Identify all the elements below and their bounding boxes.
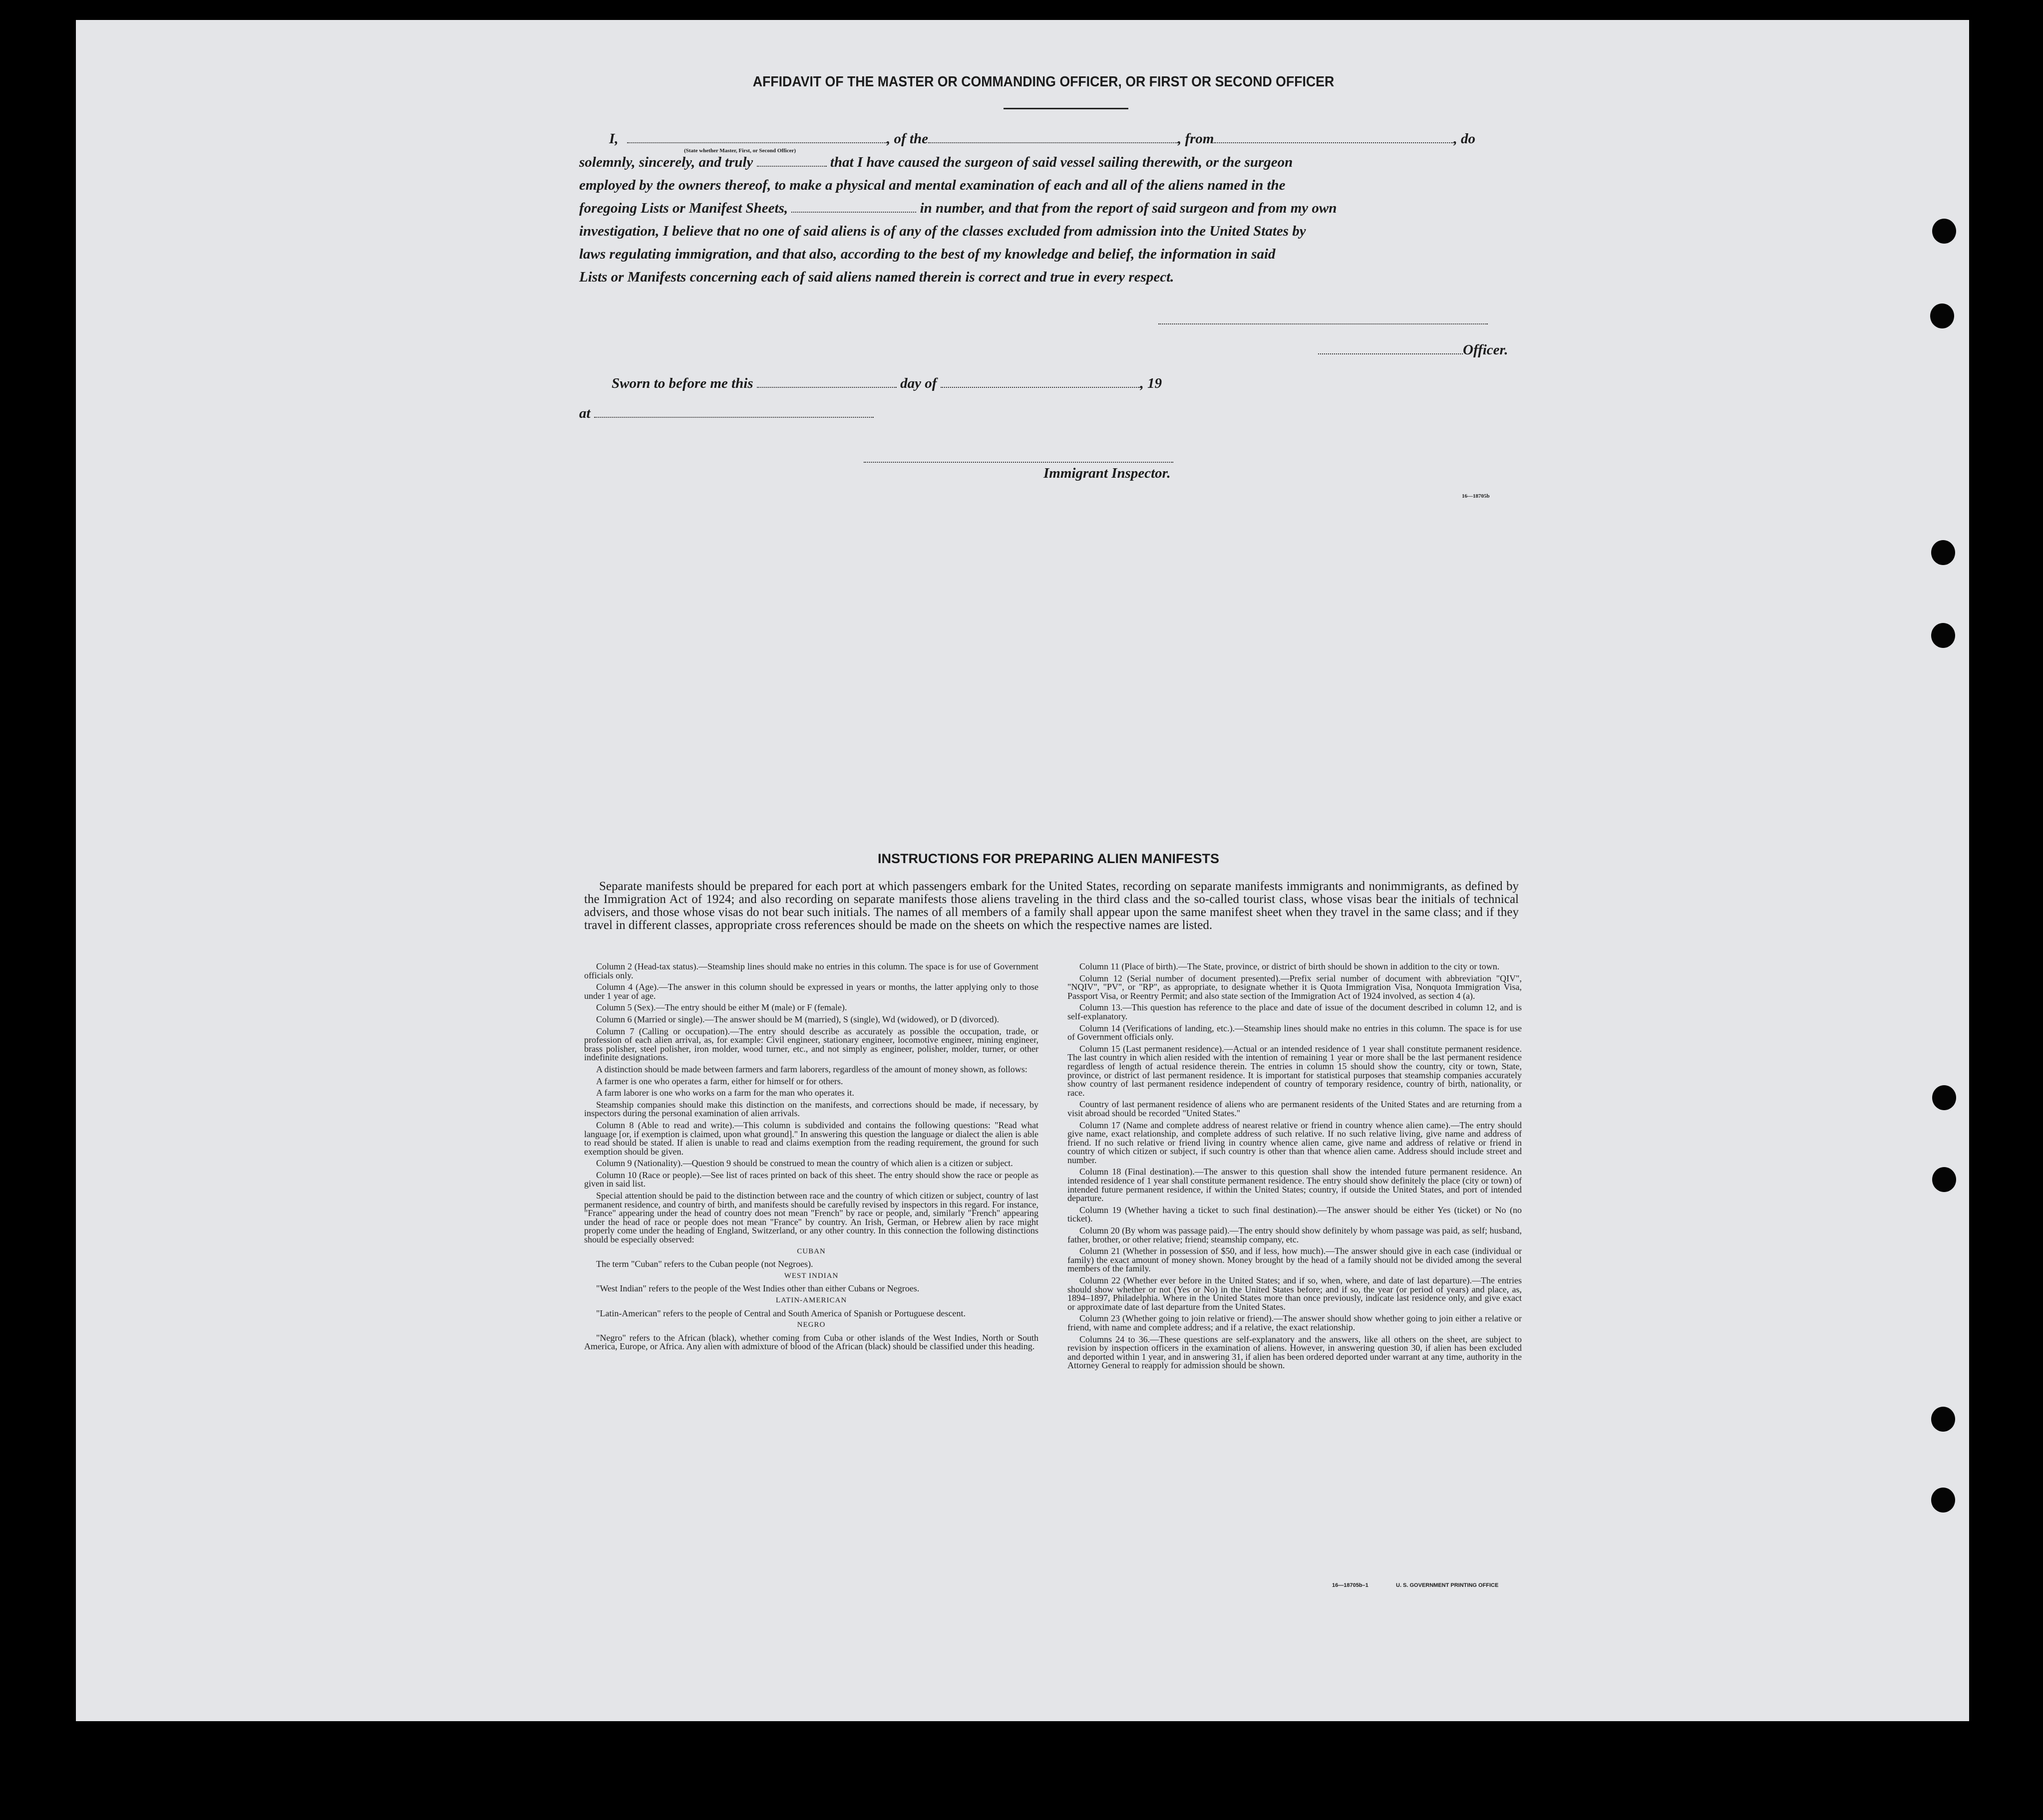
form-number: 16—18705b [1462, 493, 1490, 499]
inspector-label: Immigrant Inspector. [1043, 465, 1171, 481]
instructions-left-column [584, 962, 1038, 1354]
officer-title-field[interactable] [1318, 341, 1463, 354]
section-heading: WEST INDIAN [784, 1271, 839, 1280]
instruction-paragraph: "West Indian" refers to the people of the West Indies other than either Cubans or Negroes. [596, 1283, 920, 1294]
instruction-paragraph: Column 5 (Sex).—The entry should be either M (male) or F (female). [596, 1002, 847, 1013]
instruction-paragraph: Column 14 (Verifications of landing, etc.).—Steamship lines should make no entries in this column. The space is for use of Government officials only. [1067, 1023, 1522, 1042]
sworn-day-field[interactable] [757, 375, 897, 388]
affidavit-line-2: solemnly, sincerely, and truly that I have caused the surgeon of said vessel sailing therewith, or the surgeon [579, 154, 1293, 170]
instruction-paragraph: Column 11 (Place of birth).—The State, province, or district of birth should be shown in addition to the city or town. [1079, 961, 1500, 971]
binder-hole [1931, 623, 1955, 648]
affidavit-line-1: I, , of the , from , do [609, 131, 1475, 147]
instruction-paragraph: Column 21 (Whether in possession of $50, and if less, how much).—The answer should give in each case (individual or family) the exact amount of money shown. Money brought by the head of a family should not be divided among the several members of the family. [1067, 1246, 1522, 1274]
port-from-field[interactable] [1214, 130, 1453, 143]
instruction-paragraph: A farm laborer is one who works on a farm for the man who operates it. [596, 1088, 854, 1098]
at-line: at [579, 402, 1518, 425]
instruction-paragraph: Column 18 (Final destination).—The answer to this question shall show the intended future permanent residence. An intended residence of 1 year shall constitute permanent residence. The entry should show definitely the place (city or town) of intended future permanent residence, if within the United States; country, if outside the United States, and port of intended departure. [1067, 1167, 1522, 1204]
instruction-paragraph: Column 22 (Whether ever before in the United States; and if so, when, where, and date of last departure).—The entries should show whether or not (Yes or No) in the United States before; and if so, the year (or period of years) and place, as, 1894–1897, Philadelphia. Where in the United States more than once previously, indicate last residence only, and give exact or approximate date of last departure from the United States. [1067, 1275, 1522, 1312]
instruction-paragraph: Column 13.—This question has reference to the place and date of issue of the document described in column 12, and is self-explanatory. [1067, 1002, 1522, 1021]
binder-hole [1932, 1167, 1956, 1192]
footer-form-number: 16—18705b–1 [1332, 1582, 1368, 1588]
binder-hole [1930, 303, 1954, 328]
signature-line[interactable] [1158, 323, 1488, 324]
instruction-paragraph: Special attention should be paid to the distinction between race and the country of which citizen or subject, country of last permanent residence, and country of birth, and manifests should be carefully revised by inspectors in this regard. For instance, "France" appearing under the head of country does not mean "French" by race or people, and, similarly "French" appearing under the head of race or people does not mean "France" by country. An Irish, German, or Hebrew alien by race might properly come under the heading of England, Switzerland, or any other country. In this connection the following distinctions should be especially observed: [584, 1191, 1038, 1245]
vessel-name-field[interactable] [928, 130, 1178, 143]
affidavit-line-6: laws regulating immigration, and that also, according to the best of my knowledge and belief, the information in said [579, 246, 1276, 262]
instruction-paragraph: Column 6 (Married or single).—The answer should be M (married), S (single), Wd (widowed), or D (divorced). [596, 1014, 999, 1024]
instruction-paragraph: Columns 24 to 36.—These questions are self-explanatory and the answers, like all others on the sheet, are subject to revision by inspection officers in the examination of aliens. However, in answering question 30, if alien has been excluded and deported within 1 year, and in answering 31, if alien has been ordered deported under warrant at any time, authority in the Attorney General to reapply for admission should be shown. [1067, 1334, 1522, 1371]
sworn-line: Sworn to before me this day of , 19 [612, 375, 1162, 391]
oath-field[interactable] [757, 154, 827, 167]
sworn-month-field[interactable] [941, 375, 1140, 388]
instructions-right-column [1067, 962, 1522, 1373]
officer-signature-row: Officer. [1318, 338, 1518, 361]
instruction-paragraph: "Negro" refers to the African (black), whether coming from Cuba or other islands of the West Indies, North or South America, Europe, or Africa. Any alien with admixture of blood of the African (black) should be classified under this heading. [584, 1332, 1038, 1352]
affidavit-line-5: investigation, I believe that no one of said aliens is of any of the classes excluded from admission into the United States by [579, 223, 1306, 239]
sworn-place-field[interactable] [594, 405, 874, 418]
section-heading: LATIN-AMERICAN [775, 1296, 847, 1304]
instructions-intro: Separate manifests should be prepared for each port at which passengers embark for the United States, recording on separate manifests immigrants and nonimmigrants, as defined by the Immigration Act of 1924; and also recording on separate manifests those aliens traveling in the third class and the so-called tourist class, whose visas bear the initials of technical advisers, and those whose visas do not bear such initials. The names of all members of a family shall appear upon the same manifest sheet when they travel in the same class; and if they travel in different classes, appropriate cross references should be made on the sheets on which the respective names are listed. [584, 880, 1519, 932]
instruction-paragraph: Column 17 (Name and complete address of nearest relative or friend in country whence alien came).—The entry should give name, exact relationship, and complete address of such relative. If no such relative living, give name and address of friend. If no such relative or friend living in country whence alien came, give name and address of relative or friend in country of which citizen or subject, if such country is other than that whence alien came. Address should include street and number. [1067, 1120, 1522, 1165]
section-heading: NEGRO [797, 1321, 826, 1329]
instruction-paragraph: Column 9 (Nationality).—Question 9 should be construed to mean the country of which alien is a citizen or subject. [596, 1158, 1013, 1169]
instruction-paragraph: A farmer is one who operates a farm, either for himself or for others. [596, 1076, 843, 1086]
affidavit-line-7: Lists or Manifests concerning each of said aliens named therein is correct and true in every respect. [579, 269, 1174, 285]
title-rule [1004, 108, 1128, 109]
instruction-paragraph: Column 19 (Whether having a ticket to such final destination).—The answer should be either Yes (ticket) or No (no ticket). [1067, 1205, 1522, 1224]
instruction-paragraph: The term "Cuban" refers to the Cuban people (not Negroes). [596, 1259, 813, 1269]
affidavit-title: AFFIDAVIT OF THE MASTER OR COMMANDING OFFICER, OR FIRST OR SECOND OFFICER [752, 74, 1335, 90]
instruction-paragraph: Column 8 (Able to read and write).—This column is subdivided and contains the following questions: "Read what language [or, if exemption is claimed, upon what ground]." In answering this question the language or dialect the alien is able to read should be stated. If alien is unable to read and claims exemption from the reading requirement, the ground for such exemption should be given. [584, 1120, 1038, 1157]
binder-hole [1931, 540, 1955, 565]
instruction-paragraph: A distinction should be made between farmers and farm laborers, regardless of the amount of money shown, as follows: [596, 1064, 1027, 1074]
affidavit-line-4: foregoing Lists or Manifest Sheets, in number, and that from the report of said surgeon and from my own [579, 200, 1337, 216]
instruction-paragraph: Column 2 (Head-tax status).—Steamship lines should make no entries in this column. The space is for use of Government officials only. [584, 961, 1038, 980]
section-heading: CUBAN [797, 1247, 826, 1255]
binder-hole [1931, 1407, 1955, 1432]
instruction-paragraph: Column 7 (Calling or occupation).—The entry should describe as accurately as possible the occupation, trade, or profession of each alien arrival, as, for example: Civil engineer, stationary engineer, locomotive engineer, mining engineer, brass polisher, steel polisher, iron molder, wood turner, etc., and not simply as engineer, polisher, molder, turner, or other indefinite designations. [584, 1026, 1038, 1063]
instruction-paragraph: Column 4 (Age).—The answer in this column should be expressed in years or months, the latter applying only to those under 1 year of age. [584, 982, 1038, 1001]
instruction-paragraph: Column 23 (Whether going to join relative or friend).—The answer should show whether going to join either a relative or friend, with name and complete address; and if a relative, the exact relationship. [1067, 1313, 1522, 1332]
instructions-title: INSTRUCTIONS FOR PREPARING ALIEN MANIFESTS [877, 851, 1220, 866]
instruction-paragraph: Column 20 (By whom was passage paid).—The entry should show definitely by whom passage was paid, as self; husband, father, brother, or other relative; friend; steamship company, etc. [1067, 1225, 1522, 1244]
affidavit-line-3: employed by the owners thereof, to make a physical and mental examination of each and all of the aliens named in the [579, 177, 1286, 193]
instruction-paragraph: Steamship companies should make this distinction on the manifests, and corrections should be made, if necessary, by inspectors during the personal examination of alien arrivals. [584, 1099, 1038, 1119]
instruction-paragraph: "Latin-American" refers to the people of Central and South America of Spanish or Portuguese descent. [596, 1308, 966, 1318]
officer-name-field[interactable] [627, 130, 887, 143]
instruction-paragraph: Country of last permanent residence of aliens who are permanent residents of the United States and are returning from a visit abroad should be recorded "United States." [1067, 1099, 1522, 1118]
instruction-paragraph: Column 15 (Last permanent residence).—Actual or an intended residence of 1 year shall constitute permanent residence. The last country in which alien resided with the intention of remaining 1 year or more shall be the last permanent residence regardless of length of actual residence therein. The entries in column 15 should show the country, city or town, State, province, or district of last permanent residence. It is important for statistical purposes that steamship companies accurately show country of last permanent residence independent of country of temporary residence, country of birth, nationality, or race. [1067, 1043, 1522, 1098]
sheet-count-field[interactable] [791, 200, 916, 213]
footer-printing-office: U. S. GOVERNMENT PRINTING OFFICE [1396, 1582, 1499, 1588]
master-note: (State whether Master, First, or Second Officer) [684, 148, 796, 154]
binder-hole [1932, 1085, 1956, 1110]
instruction-paragraph: Column 12 (Serial number of document presented).—Prefix serial number of document with abbreviation "QIV", "NQIV", "PV", or "RP", as appropriate, to designate whether it is Quota Immigration Visa, Nonquota Immigration Visa, Passport Visa, or Reentry Permit; and also state section of the Immigration Act of 1924 involved, as section 4 (a). [1067, 973, 1522, 1001]
instruction-paragraph: Column 10 (Race or people).—See list of races printed on back of this sheet. The entry should show the race or people as given in said list. [584, 1170, 1038, 1189]
binder-hole [1932, 219, 1956, 244]
binder-hole [1931, 1488, 1955, 1513]
